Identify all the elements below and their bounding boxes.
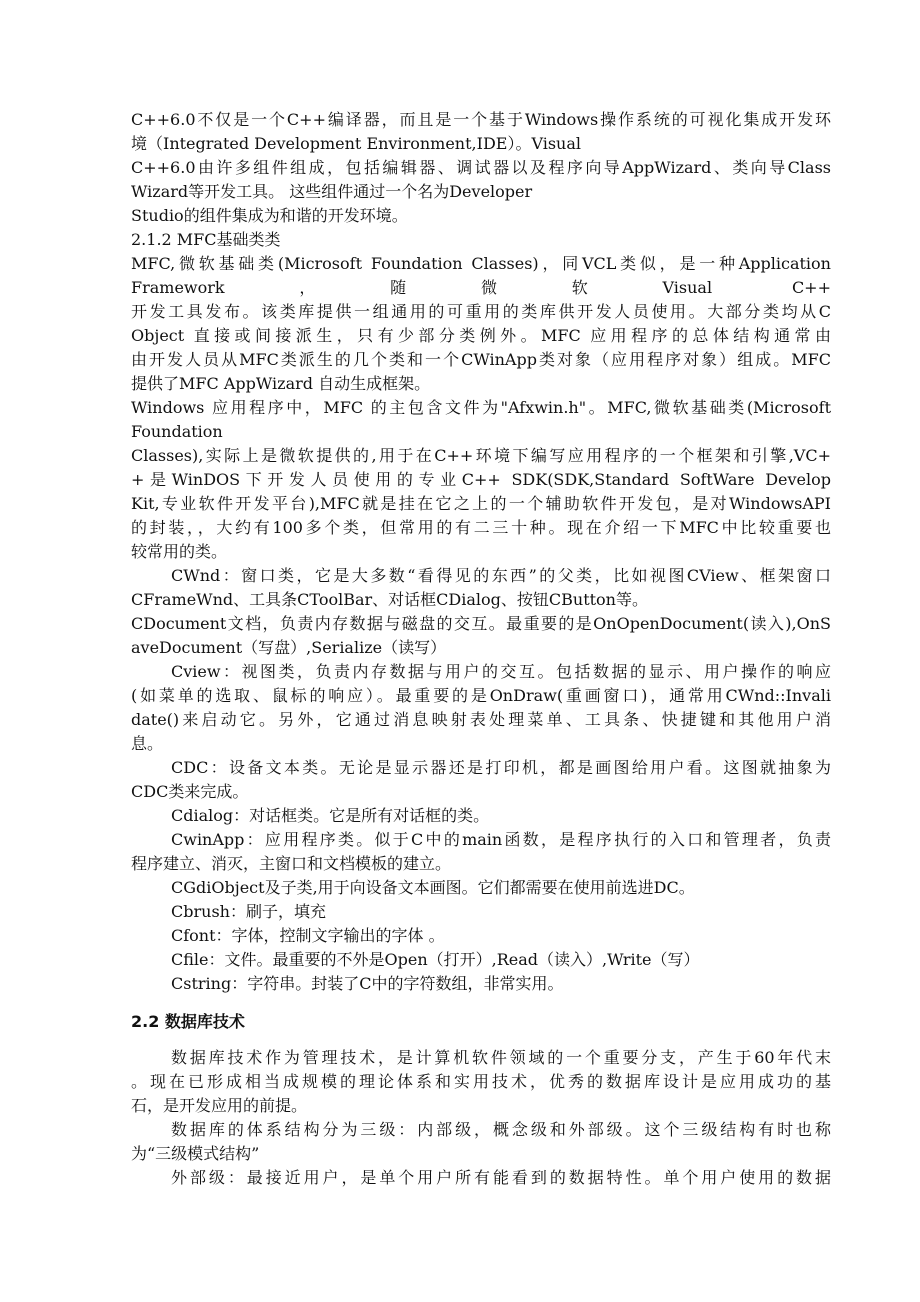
paragraph bbox=[131, 108, 831, 228]
text-line: Windows 应用程序中，MFC 的主包含文件为"Afxwin.h"。MFC,微软基础类(Microsoft bbox=[131, 398, 831, 417]
text-line: Cstring：字符串。封装了C中的字符数组，非常实用。 bbox=[171, 974, 564, 993]
text-line: aveDocument（写盘）,Serialize（读写） bbox=[131, 638, 447, 657]
text-line: Framework，随微软Visual C++ bbox=[131, 278, 831, 297]
text-line: Cdialog：对话框类。它是所有对话框的类。 bbox=[171, 806, 490, 825]
paragraph bbox=[131, 1166, 831, 1190]
text-line: Foundation bbox=[131, 422, 223, 441]
text-line: CDC类来完成。 bbox=[131, 782, 249, 801]
text-line: 的封装，，大约有100多个类，但常用的有二三十种。现在介绍一下MFC中比较重要也 bbox=[131, 518, 831, 537]
text-line: Studio的组件集成为和谐的开发环境。 bbox=[131, 206, 408, 225]
text-line: 外部级：最接近用户，是单个用户所有能看到的数据特性。单个用户使用的数据 bbox=[171, 1168, 831, 1187]
paragraph bbox=[131, 804, 831, 828]
text-line: C++6.0由许多组件组成，包括编辑器、调试器以及程序向导AppWizard、类向导Class bbox=[131, 158, 831, 177]
text-line: MFC,微软基础类(Microsoft Foundation Classes)，同VCL类似，是一种Application bbox=[131, 254, 831, 273]
text-line: 境（Integrated Development Environment,IDE）。Visual bbox=[131, 134, 582, 153]
text-line: 提供了MFC AppWizard 自动生成框架。 bbox=[131, 374, 431, 393]
paragraph bbox=[131, 564, 831, 612]
paragraph bbox=[131, 612, 831, 660]
text-line: CDC：设备文本类。无论是显示器还是打印机，都是画图给用户看。这图就抽象为 bbox=[171, 758, 831, 777]
paragraph bbox=[131, 876, 831, 900]
text-line: Cview：视图类，负责内存数据与用户的交互。包括数据的显示、用户操作的响应 bbox=[171, 662, 831, 681]
text-line: Cfile：文件。最重要的不外是Open（打开）,Read（读入）,Write（写） bbox=[171, 950, 700, 969]
text-line: 石，是开发应用的前提。 bbox=[131, 1096, 308, 1115]
text-line: 2.1.2 MFC基础类类 bbox=[131, 230, 281, 249]
text-line: CDocument文档，负责内存数据与磁盘的交互。最重要的是OnOpenDocument(读入),OnS bbox=[131, 614, 831, 633]
text-line: 由开发人员从MFC类派生的几个类和一个CWinApp类对象（应用程序对象）组成。MFC bbox=[131, 350, 831, 369]
document-body bbox=[131, 108, 831, 1190]
paragraph bbox=[131, 900, 831, 924]
text-line: 开发工具发布。该类库提供一组通用的可重用的类库供开发人员使用。大部分类均从C bbox=[131, 302, 831, 321]
text-line: Kit,专业软件开发平台),MFC就是挂在它之上的一个辅助软件开发包，是对WindowsAPI bbox=[131, 494, 831, 513]
section-heading: 2.2 数据库技术 bbox=[131, 1012, 245, 1031]
text-line: 数据库技术作为管理技术，是计算机软件领域的一个重要分支，产生于60年代末 bbox=[171, 1048, 831, 1067]
paragraph bbox=[131, 252, 831, 396]
text-line: 为“三级模式结构” bbox=[131, 1144, 260, 1163]
text-line: 数据库的体系结构分为三级：内部级，概念级和外部级。这个三级结构有时也称 bbox=[171, 1120, 831, 1139]
text-line: CwinApp：应用程序类。似于C中的main函数，是程序执行的入口和管理者，负责 bbox=[171, 830, 831, 849]
text-line: 。现在已形成相当成规模的理论体系和实用技术，优秀的数据库设计是应用成功的基 bbox=[131, 1072, 831, 1091]
paragraph bbox=[131, 828, 831, 876]
text-line: CWnd：窗口类，它是大多数“看得见的东西”的父类，比如视图CView、框架窗口 bbox=[171, 566, 831, 585]
text-line: CFrameWnd、工具条CToolBar、对话框CDialog、按钮CButton等。 bbox=[131, 590, 648, 609]
text-line: 程序建立、消灭，主窗口和文档模板的建立。 bbox=[131, 854, 452, 873]
text-line: 较常用的类。 bbox=[131, 542, 228, 561]
text-line: Cbrush：刷子，填充 bbox=[171, 902, 326, 921]
text-line: +是WinDOS下开发人员使用的专业C++ SDK(SDK,Standard SoftWare Develop bbox=[131, 470, 831, 489]
text-line: Object 直接或间接派生，只有少部分类例外。MFC 应用程序的总体结构通常由 bbox=[131, 326, 831, 345]
text-line: CGdiObject及子类,用于向设备文本画图。它们都需要在使用前选进DC。 bbox=[171, 878, 695, 897]
text-line: Wizard等开发工具。 这些组件通过一个名为Developer bbox=[131, 182, 533, 201]
paragraph bbox=[131, 660, 831, 756]
paragraph bbox=[131, 396, 831, 444]
text-line: Classes),实际上是微软提供的,用于在C++环境下编写应用程序的一个框架和引擎,VC+ bbox=[131, 446, 831, 465]
paragraph bbox=[131, 228, 831, 252]
paragraph bbox=[131, 756, 831, 804]
paragraph bbox=[131, 444, 831, 564]
text-line: Cfont：字体，控制文字输出的字体 。 bbox=[171, 926, 445, 945]
text-line: 息。 bbox=[131, 734, 164, 753]
paragraph bbox=[131, 1046, 831, 1118]
paragraph bbox=[131, 1118, 831, 1166]
paragraph bbox=[131, 948, 831, 972]
paragraph bbox=[131, 972, 831, 996]
paragraph bbox=[131, 924, 831, 948]
text-line: date()来启动它。另外，它通过消息映射表处理菜单、工具条、快捷键和其他用户消 bbox=[131, 710, 831, 729]
text-line: C++6.0不仅是一个C++编译器，而且是一个基于Windows操作系统的可视化集成开发环 bbox=[131, 110, 831, 129]
text-line: (如菜单的选取、鼠标的响应）。最重要的是OnDraw(重画窗口)，通常用CWnd::Invali bbox=[131, 686, 831, 705]
